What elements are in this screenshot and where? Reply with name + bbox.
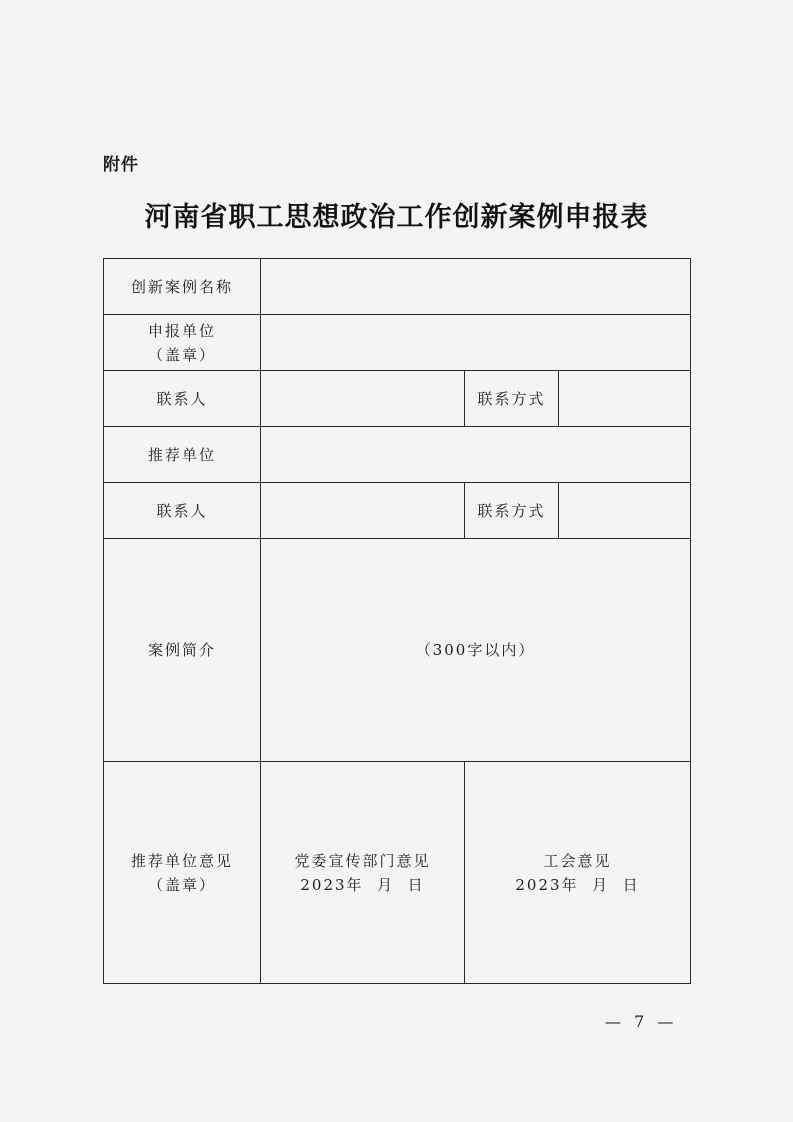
union-opinion-cell[interactable] xyxy=(465,762,691,984)
union-opinion-date: 2023年 月 日 xyxy=(515,875,640,894)
case-name-field[interactable] xyxy=(261,259,691,315)
recommender-opinion-line2: （盖章） xyxy=(147,875,216,894)
party-opinion-cell[interactable] xyxy=(261,762,465,984)
contact-person-label-1: 联系人 xyxy=(104,371,261,427)
contact-method-field-1[interactable] xyxy=(559,371,691,427)
summary-field[interactable] xyxy=(261,539,691,762)
contact-method-label-1: 联系方式 xyxy=(465,371,559,427)
party-opinion-title: 党委宣传部门意见 xyxy=(294,851,431,870)
summary-label: 案例简介 xyxy=(104,539,261,762)
party-opinion-date: 2023年 月 日 xyxy=(300,875,425,894)
summary-hint: （300字以内） xyxy=(415,641,536,659)
attachment-label: 附件 xyxy=(103,155,139,175)
application-form-table xyxy=(103,258,691,984)
applicant-field[interactable] xyxy=(261,315,691,371)
contact-person-field-2[interactable] xyxy=(261,483,465,539)
page-number: — 7 — xyxy=(605,1012,678,1031)
contact-person-field-1[interactable] xyxy=(261,371,465,427)
page-title: 河南省职工思想政治工作创新案例申报表 xyxy=(144,202,649,233)
contact-method-field-2[interactable] xyxy=(559,483,691,539)
union-opinion-title: 工会意见 xyxy=(543,851,612,870)
case-name-label: 创新案例名称 xyxy=(104,259,261,315)
applicant-label xyxy=(104,315,261,371)
recommender-label: 推荐单位 xyxy=(104,427,261,483)
contact-method-label-2: 联系方式 xyxy=(465,483,559,539)
applicant-label-line2: （盖章） xyxy=(147,345,216,364)
contact-person-label-2: 联系人 xyxy=(104,483,261,539)
recommender-opinion-label xyxy=(104,762,261,984)
recommender-field[interactable] xyxy=(261,427,691,483)
applicant-label-line1: 申报单位 xyxy=(147,321,216,340)
recommender-opinion-line1: 推荐单位意见 xyxy=(130,851,233,870)
